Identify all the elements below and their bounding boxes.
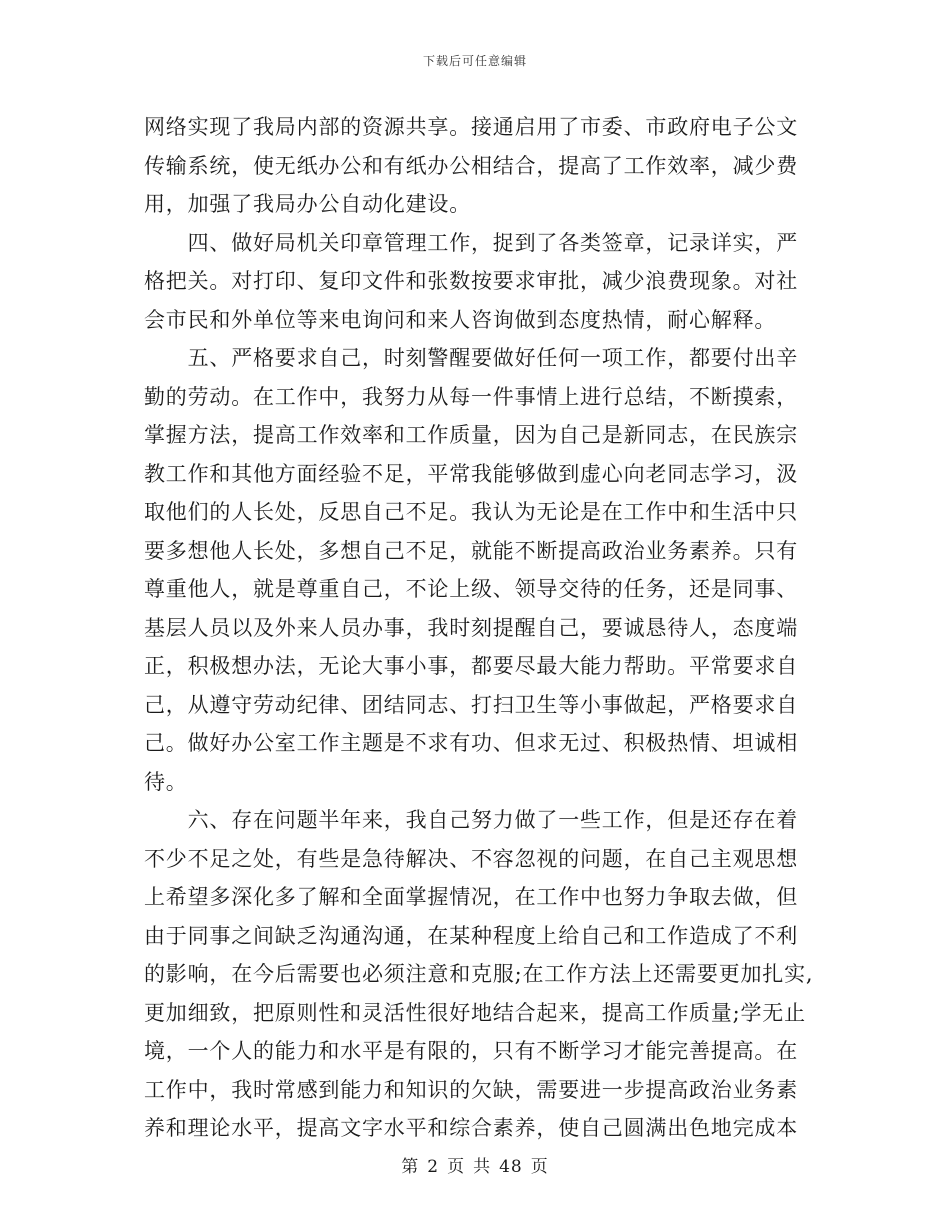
text-line: 的影响，在今后需要也必须注意和克服;在工作方法上还需要更加扎实, [144,962,814,986]
document-body [144,108,816,1148]
footer-total-word: 共 [473,1157,492,1177]
text-line: 己。做好办公室工作主题是不求有功、但求无过、积极热情、坦诚相 [144,731,798,755]
text-line: 工作中，我时常感到能力和知识的欠缺，需要进一步提高政治业务素 [144,1077,798,1102]
text-line: 要多想他人长处，多想自己不足，就能不断提高政治业务素养。只有 [144,538,798,563]
text-line: 不少不足之处，有些是急待解决、不容忽视的问题，在自己主观思想 [144,846,798,871]
text-line: 会市民和外单位等来电询问和来人咨询做到态度热情，耐心解释。 [144,307,777,332]
footer-suffix: 页 [530,1157,549,1177]
text-line: 用，加强了我局办公自动化建设。 [144,192,471,216]
text-line: 网络实现了我局内部的资源共享。接通启用了市委、市政府电子公文 [144,115,798,139]
page-footer [0,1152,950,1177]
footer-prefix: 第 [401,1157,420,1177]
text-line: 由于同事之间缺乏沟通沟通，在某种程度上给自己和工作造成了不利 [144,923,798,948]
text-line: 上希望多深化多了解和全面掌握情况，在工作中也努力争取去做，但 [144,885,798,909]
page-header: 下载后可任意编辑 [422,54,527,68]
text-line: 四、做好局机关印章管理工作，捉到了各类签章，记录详实，严 [144,230,798,255]
text-line: 己，从遵守劳动纪律、团结同志、打扫卫生等小事做起，严格要求自 [144,692,798,717]
text-line: 取他们的人长处，反思自己不足。我认为无论是在工作中和生活中只 [144,500,798,524]
text-line: 传输系统，使无纸办公和有纸办公相结合，提高了工作效率，减少费 [144,153,798,178]
text-line: 格把关。对打印、复印文件和张数按要求审批，减少浪费现象。对社 [144,269,798,293]
text-line: 待。 [144,769,188,794]
text-line: 基层人员以及外来人员办事，我时刻提醒自己，要诚恳待人，态度端 [144,615,798,640]
text-line: 五、严格要求自己，时刻警醒要做好任何一项工作，都要付出辛 [144,346,798,370]
text-line: 勤的劳动。在工作中，我努力从每一件事情上进行总结，不断摸索， [144,384,798,409]
text-line: 更加细致，把原则性和灵活性很好地结合起来，提高工作质量;学无止 [144,1000,806,1025]
text-line: 境，一个人的能力和水平是有限的，只有不断学习才能完善提高。在 [144,1039,798,1063]
text-line: 六、存在问题半年来，我自己努力做了一些工作，但是还存在着 [144,808,798,832]
text-line: 教工作和其他方面经验不足，平常我能够做到虚心向老同志学习，汲 [144,461,798,486]
footer-page-word: 页 [447,1157,466,1177]
text-line: 掌握方法，提高工作效率和工作质量，因为自己是新同志，在民族宗 [144,423,798,447]
page-number: 2 [427,1157,440,1177]
text-line: 正，积极想办法，无论大事小事，都要尽最大能力帮助。平常要求自 [144,654,798,678]
total-pages: 48 [499,1157,523,1177]
text-line: 养和理论水平，提高文字水平和综合素养，使自己圆满出色地完成本 [144,1116,798,1140]
text-line: 尊重他人，就是尊重自己，不论上级、领导交待的任务，还是同事、 [144,577,798,601]
